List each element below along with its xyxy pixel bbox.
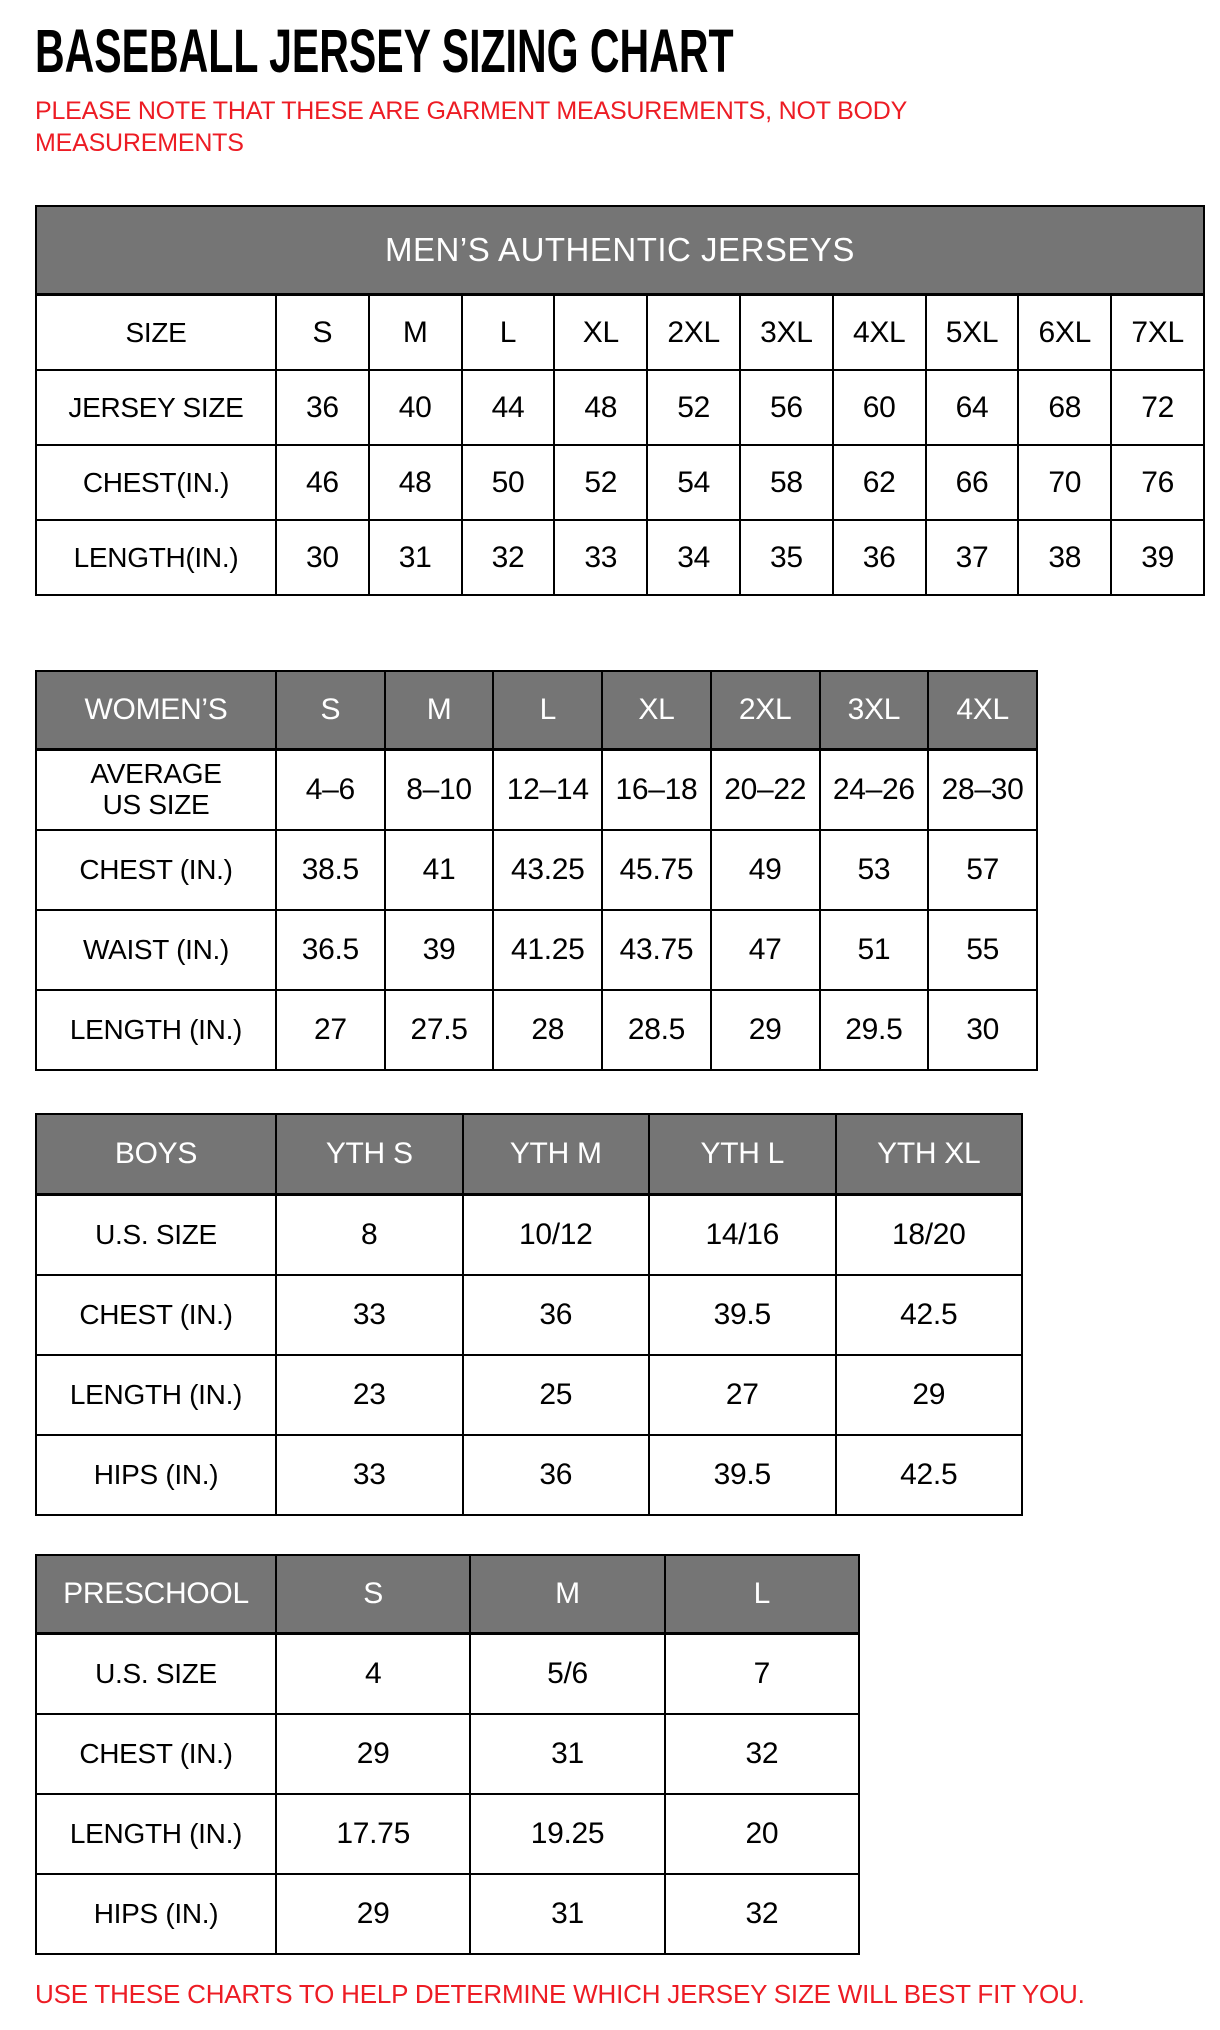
value-cell: 27 [649,1355,836,1435]
row-label-cell: LENGTH (IN.) [36,990,276,1070]
boys-row-length-in [36,1355,1022,1435]
value-cell: 31 [369,520,462,595]
preschool-header-row [36,1555,859,1634]
womens-column-header-4xl: 4XL [928,671,1037,750]
value-cell: 36 [833,520,926,595]
mens-row-size [36,295,1204,371]
row-label-cell: CHEST (IN.) [36,1275,276,1355]
boys-column-header-yth-m: YTH M [463,1114,650,1195]
value-cell: 17.75 [276,1794,470,1874]
value-cell: 24–26 [820,750,929,831]
row-label-cell: HIPS (IN.) [36,1874,276,1954]
value-cell: 41.25 [493,910,602,990]
value-cell: 38.5 [276,830,385,910]
value-cell: 12–14 [493,750,602,831]
womens-column-header-xl: XL [602,671,711,750]
value-cell: 33 [554,520,647,595]
preschool-sizing-table [35,1554,860,1955]
value-cell: 28–30 [928,750,1037,831]
value-cell: 39 [385,910,494,990]
womens-sizing-table [35,670,1038,1071]
row-label-cell: U.S. SIZE [36,1634,276,1715]
value-cell: 28.5 [602,990,711,1070]
row-label-cell: WAIST (IN.) [36,910,276,990]
value-cell: 29 [276,1874,470,1954]
value-cell: 36 [463,1435,650,1515]
row-label-cell: LENGTH(IN.) [36,520,276,595]
womens-row-length-in [36,990,1037,1070]
value-cell: 20–22 [711,750,820,831]
womens-column-header-m: M [385,671,494,750]
value-cell: 47 [711,910,820,990]
value-cell: 29 [276,1714,470,1794]
page-title [35,16,1220,87]
preschool-column-header-s: S [276,1555,470,1634]
value-cell: 72 [1111,370,1204,445]
value-cell: 68 [1018,370,1111,445]
value-cell: 5/6 [470,1634,664,1715]
preschool-row-length-in [36,1794,859,1874]
value-cell: L [462,295,555,371]
value-cell: 32 [462,520,555,595]
value-cell: 34 [647,520,740,595]
value-cell: 3XL [740,295,833,371]
value-cell: 7 [665,1634,859,1715]
value-cell: 48 [369,445,462,520]
value-cell: 30 [276,520,369,595]
value-cell: 60 [833,370,926,445]
womens-column-header-3xl: 3XL [820,671,929,750]
value-cell: 38 [1018,520,1111,595]
value-cell: 4 [276,1634,470,1715]
womens-row-average-us-size [36,750,1037,831]
value-cell: XL [554,295,647,371]
boys-row-chest-in [36,1275,1022,1355]
womens-column-header-l: L [493,671,602,750]
row-label-cell: HIPS (IN.) [36,1435,276,1515]
value-cell: 31 [470,1714,664,1794]
mens-row-chest-in [36,445,1204,520]
mens-banner-row [36,206,1204,295]
row-label-cell: LENGTH (IN.) [36,1794,276,1874]
value-cell: 29 [836,1355,1023,1435]
value-cell: 33 [276,1275,463,1355]
value-cell: 4XL [833,295,926,371]
value-cell: 4–6 [276,750,385,831]
value-cell: 6XL [1018,295,1111,371]
mens-authentic-jerseys-table [35,205,1205,596]
value-cell: S [276,295,369,371]
boys-column-header-yth-s: YTH S [276,1114,463,1195]
value-cell: 52 [554,445,647,520]
row-label-cell: CHEST(IN.) [36,445,276,520]
value-cell: 53 [820,830,929,910]
value-cell: 66 [926,445,1019,520]
value-cell: 52 [647,370,740,445]
value-cell: 35 [740,520,833,595]
value-cell: 41 [385,830,494,910]
value-cell: 36 [276,370,369,445]
value-cell: 46 [276,445,369,520]
value-cell: 16–18 [602,750,711,831]
boys-row-hips-in [36,1435,1022,1515]
value-cell: 14/16 [649,1195,836,1276]
value-cell: 25 [463,1355,650,1435]
boys-header-label: BOYS [36,1114,276,1195]
row-label-cell: AVERAGE US SIZE [36,750,276,831]
value-cell: 45.75 [602,830,711,910]
garment-measurements-note: PLEASE NOTE THAT THESE ARE GARMENT MEASUREMENTS, NOT BODY MEASUREMENTS [35,97,907,157]
boys-column-header-yth-l: YTH L [649,1114,836,1195]
womens-header-label: WOMEN’S [36,671,276,750]
value-cell: 19.25 [470,1794,664,1874]
value-cell: 8–10 [385,750,494,831]
value-cell: 42.5 [836,1435,1023,1515]
womens-header-row [36,671,1037,750]
value-cell: 29 [711,990,820,1070]
value-cell: 76 [1111,445,1204,520]
value-cell: 43.75 [602,910,711,990]
row-label-cell: CHEST (IN.) [36,1714,276,1794]
row-label-cell: LENGTH (IN.) [36,1355,276,1435]
row-label-cell: SIZE [36,295,276,371]
value-cell: 2XL [647,295,740,371]
value-cell: 37 [926,520,1019,595]
value-cell: 36.5 [276,910,385,990]
boys-row-u-s-size [36,1195,1022,1276]
value-cell: 36 [463,1275,650,1355]
value-cell: 39.5 [649,1435,836,1515]
preschool-row-u-s-size [36,1634,859,1715]
preschool-column-header-l: L [665,1555,859,1634]
value-cell: 18/20 [836,1195,1023,1276]
value-cell: 20 [665,1794,859,1874]
value-cell: 27.5 [385,990,494,1070]
value-cell: 44 [462,370,555,445]
value-cell: 29.5 [820,990,929,1070]
value-cell: 55 [928,910,1037,990]
value-cell: 32 [665,1874,859,1954]
value-cell: 40 [369,370,462,445]
value-cell: 43.25 [493,830,602,910]
value-cell: 30 [928,990,1037,1070]
page-title-text: BASEBALL JERSEY SIZING CHART [35,16,734,87]
value-cell: 58 [740,445,833,520]
value-cell: 49 [711,830,820,910]
footer-note: USE THESE CHARTS TO HELP DETERMINE WHICH JERSEY SIZE WILL BEST FIT YOU. [35,1979,1085,2009]
preschool-header-label: PRESCHOOL [36,1555,276,1634]
value-cell: 39.5 [649,1275,836,1355]
value-cell: M [369,295,462,371]
mens-banner: MEN’S AUTHENTIC JERSEYS [36,206,1204,295]
value-cell: 10/12 [463,1195,650,1276]
value-cell: 39 [1111,520,1204,595]
value-cell: 32 [665,1714,859,1794]
mens-row-length-in [36,520,1204,595]
womens-column-header-s: S [276,671,385,750]
value-cell: 70 [1018,445,1111,520]
value-cell: 64 [926,370,1019,445]
value-cell: 33 [276,1435,463,1515]
row-label-cell: CHEST (IN.) [36,830,276,910]
row-label-cell: JERSEY SIZE [36,370,276,445]
value-cell: 62 [833,445,926,520]
value-cell: 31 [470,1874,664,1954]
boys-column-header-yth-xl: YTH XL [836,1114,1023,1195]
value-cell: 28 [493,990,602,1070]
boys-header-row [36,1114,1022,1195]
value-cell: 51 [820,910,929,990]
preschool-row-chest-in [36,1714,859,1794]
row-label-cell: U.S. SIZE [36,1195,276,1276]
value-cell: 50 [462,445,555,520]
value-cell: 54 [647,445,740,520]
value-cell: 48 [554,370,647,445]
value-cell: 57 [928,830,1037,910]
preschool-column-header-m: M [470,1555,664,1634]
preschool-row-hips-in [36,1874,859,1954]
womens-row-waist-in [36,910,1037,990]
value-cell: 7XL [1111,295,1204,371]
womens-column-header-2xl: 2XL [711,671,820,750]
value-cell: 27 [276,990,385,1070]
value-cell: 8 [276,1195,463,1276]
boys-sizing-table [35,1113,1023,1516]
womens-row-chest-in [36,830,1037,910]
value-cell: 5XL [926,295,1019,371]
value-cell: 42.5 [836,1275,1023,1355]
value-cell: 56 [740,370,833,445]
mens-row-jersey-size [36,370,1204,445]
value-cell: 23 [276,1355,463,1435]
